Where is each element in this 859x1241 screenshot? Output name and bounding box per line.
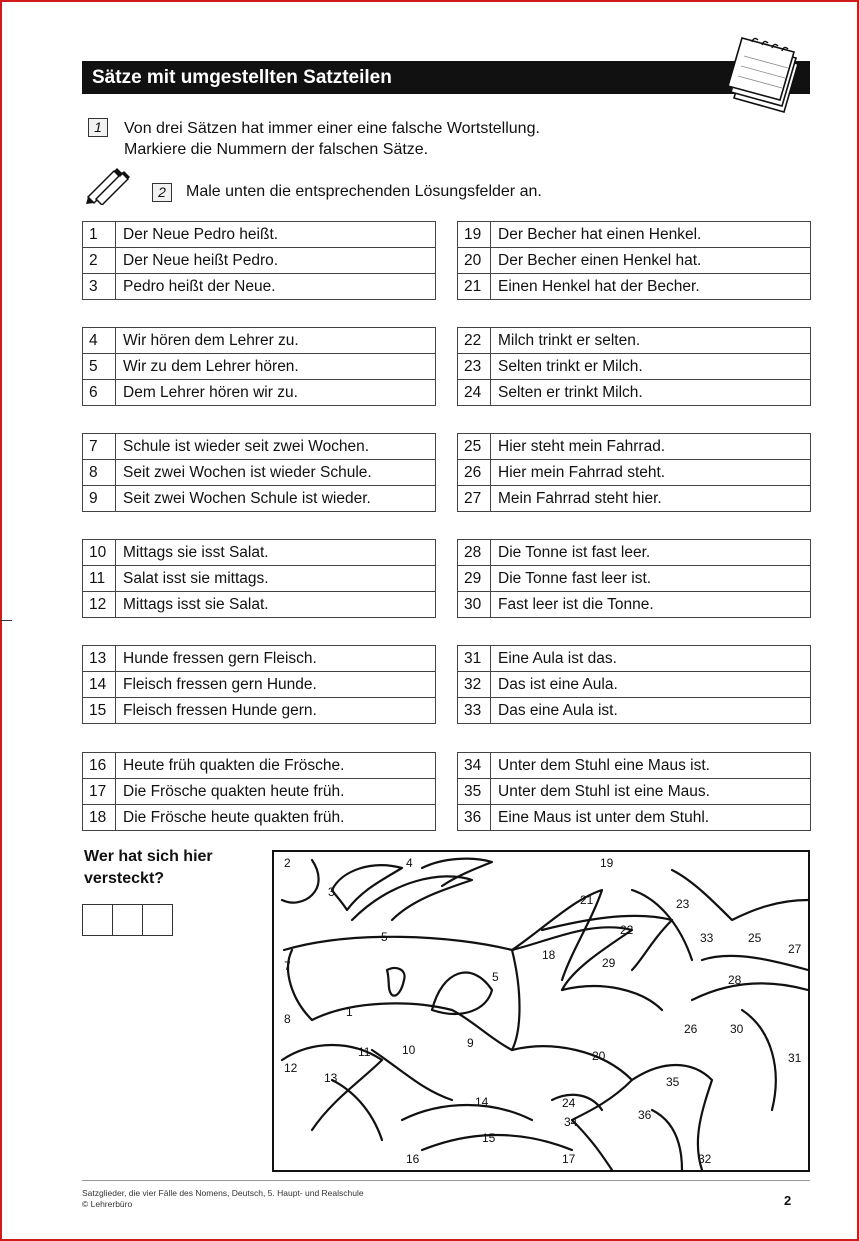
puzzle-field-label[interactable]: 36 — [638, 1108, 652, 1122]
coloring-puzzle — [272, 850, 810, 1172]
sentence-number: 27 — [458, 486, 491, 512]
puzzle-field-label[interactable]: 31 — [788, 1051, 802, 1065]
sentence-text: Der Becher hat einen Henkel. — [491, 222, 811, 248]
sentence-text: Seit zwei Wochen Schule ist wieder. — [116, 486, 436, 512]
sentence-text: Selten trinkt er Milch. — [491, 354, 811, 380]
puzzle-field-label[interactable]: 20 — [592, 1049, 606, 1063]
sentence-row[interactable] — [458, 460, 811, 486]
question-line-2: versteckt? — [84, 870, 165, 887]
sentence-row[interactable] — [83, 672, 436, 698]
sentence-row[interactable] — [83, 753, 436, 779]
sentence-number: 31 — [458, 646, 491, 672]
puzzle-field-label[interactable]: 8 — [284, 1012, 291, 1026]
puzzle-field-label[interactable]: 9 — [467, 1036, 474, 1050]
sentence-table — [82, 327, 436, 406]
puzzle-field-label[interactable]: 14 — [475, 1095, 489, 1109]
sentence-row[interactable] — [458, 646, 811, 672]
sentence-text: Milch trinkt er selten. — [491, 328, 811, 354]
sentence-number: 14 — [83, 672, 116, 698]
sentence-text: Heute früh quakten die Frösche. — [116, 753, 436, 779]
sentence-row[interactable] — [458, 380, 811, 406]
sentence-number: 5 — [83, 354, 116, 380]
notepad-icon — [722, 36, 804, 114]
sentence-table — [457, 539, 811, 618]
sentence-row[interactable] — [458, 248, 811, 274]
sentence-number: 30 — [458, 592, 491, 618]
sentence-row[interactable] — [83, 646, 436, 672]
task-1-instruction — [124, 118, 540, 160]
sentence-text: Einen Henkel hat der Becher. — [491, 274, 811, 300]
sentence-number: 19 — [458, 222, 491, 248]
sentence-number: 6 — [83, 380, 116, 406]
sentence-text: Hunde fressen gern Fleisch. — [116, 646, 436, 672]
sentence-row[interactable] — [458, 592, 811, 618]
sentence-number: 35 — [458, 779, 491, 805]
sentence-text: Der Becher einen Henkel hat. — [491, 248, 811, 274]
page-number: 2 — [784, 1193, 792, 1208]
sentence-number: 22 — [458, 328, 491, 354]
sentence-text: Mittags sie isst Salat. — [116, 540, 436, 566]
sentence-number: 28 — [458, 540, 491, 566]
sentence-number: 9 — [83, 486, 116, 512]
sentence-row[interactable] — [83, 380, 436, 406]
sentence-table — [82, 752, 436, 831]
sentence-table — [457, 433, 811, 512]
sentence-text: Unter dem Stuhl eine Maus ist. — [491, 753, 811, 779]
sentence-number: 24 — [458, 380, 491, 406]
sentence-number: 11 — [83, 566, 116, 592]
sentence-text: Der Neue heißt Pedro. — [116, 248, 436, 274]
answer-box[interactable] — [82, 904, 113, 936]
task-number-2: 2 — [152, 183, 172, 202]
sentence-number: 18 — [83, 805, 116, 831]
puzzle-field-label[interactable]: 35 — [666, 1075, 680, 1089]
puzzle-field-label[interactable]: 28 — [728, 973, 742, 987]
question — [84, 846, 213, 890]
sentence-text: Die Frösche heute quakten früh. — [116, 805, 436, 831]
sentence-row[interactable] — [458, 566, 811, 592]
sentence-number: 34 — [458, 753, 491, 779]
sentence-text: Seit zwei Wochen ist wieder Schule. — [116, 460, 436, 486]
sentence-row[interactable] — [458, 805, 811, 831]
sentence-text: Salat isst sie mittags. — [116, 566, 436, 592]
puzzle-field-label[interactable]: 30 — [730, 1022, 744, 1036]
sentence-row[interactable] — [458, 698, 811, 724]
sentence-row[interactable] — [83, 805, 436, 831]
sentence-text: Fast leer ist die Tonne. — [491, 592, 811, 618]
puzzle-field-label[interactable]: 3 — [328, 885, 335, 899]
sentence-number: 10 — [83, 540, 116, 566]
sentence-number: 32 — [458, 672, 491, 698]
sentence-number: 4 — [83, 328, 116, 354]
sentence-row[interactable] — [458, 672, 811, 698]
sentence-text: Das eine Aula ist. — [491, 698, 811, 724]
sentence-number: 2 — [83, 248, 116, 274]
sentence-text: Die Tonne fast leer ist. — [491, 566, 811, 592]
sentence-row[interactable] — [458, 779, 811, 805]
task-1-line-1: Von drei Sätzen hat immer einer eine falsche Wortstellung. — [124, 120, 540, 137]
puzzle-field-label[interactable]: 13 — [324, 1071, 338, 1085]
puzzle-field-label[interactable]: 10 — [402, 1043, 416, 1057]
sentence-table — [457, 221, 811, 300]
sentence-text: Wir zu dem Lehrer hören. — [116, 354, 436, 380]
sentence-text: Unter dem Stuhl ist eine Maus. — [491, 779, 811, 805]
sentence-text: Dem Lehrer hören wir zu. — [116, 380, 436, 406]
sentence-number: 23 — [458, 354, 491, 380]
sentence-table — [82, 645, 436, 724]
puzzle-field-label[interactable]: 26 — [684, 1022, 698, 1036]
sentence-row[interactable] — [458, 354, 811, 380]
puzzle-field-label[interactable]: 15 — [482, 1131, 496, 1145]
sentence-row[interactable] — [83, 434, 436, 460]
sentence-number: 29 — [458, 566, 491, 592]
sentence-number: 17 — [83, 779, 116, 805]
puzzle-field-label[interactable]: 5 — [492, 970, 499, 984]
answer-box[interactable] — [142, 904, 173, 936]
puzzle-field-label[interactable]: 29 — [602, 956, 616, 970]
sentence-number: 33 — [458, 698, 491, 724]
sentence-row[interactable] — [83, 460, 436, 486]
sentence-row[interactable] — [83, 274, 436, 300]
sentence-text: Hier steht mein Fahrrad. — [491, 434, 811, 460]
sentence-number: 25 — [458, 434, 491, 460]
sentence-table — [457, 752, 811, 831]
sentence-text: Selten er trinkt Milch. — [491, 380, 811, 406]
puzzle-field-label[interactable]: 5 — [381, 930, 388, 944]
sentence-text: Mittags isst sie Salat. — [116, 592, 436, 618]
footer-line-1: Satzglieder, die vier Fälle des Nomens, Deutsch, 5. Haupt- und Realschule — [82, 1188, 364, 1198]
sentence-row[interactable] — [458, 328, 811, 354]
sentence-row[interactable] — [83, 354, 436, 380]
task-2-instruction: Male unten die entsprechenden Lösungsfelder an. — [186, 183, 542, 200]
pencils-icon — [84, 165, 130, 205]
puzzle-field-label[interactable]: 34 — [564, 1115, 578, 1129]
sentence-text: Pedro heißt der Neue. — [116, 274, 436, 300]
puzzle-field-label[interactable]: 32 — [698, 1152, 712, 1166]
puzzle-field-label[interactable]: 4 — [406, 856, 413, 870]
answer-box[interactable] — [112, 904, 143, 936]
sentence-row[interactable] — [83, 592, 436, 618]
sentence-table — [457, 645, 811, 724]
footer-divider — [82, 1180, 810, 1181]
puzzle-field-label[interactable]: 18 — [542, 948, 556, 962]
sentence-number: 21 — [458, 274, 491, 300]
sentence-text: Fleisch fressen Hunde gern. — [116, 698, 436, 724]
sentence-number: 26 — [458, 460, 491, 486]
sentence-row[interactable] — [83, 222, 436, 248]
puzzle-field-label[interactable]: 19 — [600, 856, 614, 870]
sentence-text: Fleisch fressen gern Hunde. — [116, 672, 436, 698]
sentence-table — [82, 433, 436, 512]
puzzle-field-label[interactable]: 27 — [788, 942, 802, 956]
sentence-text: Die Tonne ist fast leer. — [491, 540, 811, 566]
sentence-number: 20 — [458, 248, 491, 274]
sentence-text: Eine Maus ist unter dem Stuhl. — [491, 805, 811, 831]
sentence-number: 12 — [83, 592, 116, 618]
puzzle-field-label[interactable]: 21 — [580, 893, 594, 907]
sentence-row[interactable] — [458, 753, 811, 779]
puzzle-field-label[interactable]: 23 — [676, 897, 690, 911]
sentence-row[interactable] — [83, 698, 436, 724]
puzzle-field-label[interactable]: 17 — [562, 1152, 576, 1166]
sentence-row[interactable] — [83, 779, 436, 805]
task-number-1: 1 — [88, 118, 108, 137]
sentence-table — [457, 327, 811, 406]
puzzle-field-label[interactable]: 12 — [284, 1061, 298, 1075]
worksheet-title: Sätze mit umgestellten Satzteilen — [82, 61, 810, 94]
sentence-number: 7 — [83, 434, 116, 460]
puzzle-field-label[interactable]: 11 — [358, 1045, 371, 1059]
sentence-text: Die Frösche quakten heute früh. — [116, 779, 436, 805]
sentence-row[interactable] — [83, 540, 436, 566]
sentence-text: Wir hören dem Lehrer zu. — [116, 328, 436, 354]
sentence-table — [82, 221, 436, 300]
footer-line-2: © Lehrerbüro — [82, 1199, 133, 1209]
question-line-1: Wer hat sich hier — [84, 848, 213, 865]
sentence-number: 8 — [83, 460, 116, 486]
sentence-row[interactable] — [458, 222, 811, 248]
sentence-number: 15 — [83, 698, 116, 724]
answer-boxes — [82, 904, 172, 936]
sentence-table — [82, 539, 436, 618]
sentence-text: Schule ist wieder seit zwei Wochen. — [116, 434, 436, 460]
margin-tick — [0, 620, 12, 621]
puzzle-field-label[interactable]: 7 — [284, 959, 291, 973]
sentence-number: 13 — [83, 646, 116, 672]
sentence-number: 1 — [83, 222, 116, 248]
sentence-row[interactable] — [458, 274, 811, 300]
sentence-text: Eine Aula ist das. — [491, 646, 811, 672]
sentence-number: 16 — [83, 753, 116, 779]
sentence-text: Das ist eine Aula. — [491, 672, 811, 698]
sentence-row[interactable] — [83, 328, 436, 354]
task-1-line-2: Markiere die Nummern der falschen Sätze. — [124, 141, 429, 158]
puzzle-field-label[interactable]: 24 — [562, 1096, 576, 1110]
sentence-number: 36 — [458, 805, 491, 831]
puzzle-field-label[interactable]: 16 — [406, 1152, 420, 1166]
sentence-row[interactable] — [83, 486, 436, 512]
footer — [82, 1188, 364, 1210]
puzzle-field-label[interactable]: 33 — [700, 931, 714, 945]
sentence-row[interactable] — [83, 248, 436, 274]
sentence-text: Hier mein Fahrrad steht. — [491, 460, 811, 486]
sentence-number: 3 — [83, 274, 116, 300]
sentence-row[interactable] — [458, 540, 811, 566]
sentence-text: Der Neue Pedro heißt. — [116, 222, 436, 248]
sentence-row[interactable] — [458, 434, 811, 460]
sentence-row[interactable] — [458, 486, 811, 512]
puzzle-field-label[interactable]: 22 — [620, 923, 634, 937]
sentence-text: Mein Fahrrad steht hier. — [491, 486, 811, 512]
puzzle-field-label[interactable]: 2 — [284, 856, 291, 870]
puzzle-field-label[interactable]: 25 — [748, 931, 762, 945]
sentence-row[interactable] — [83, 566, 436, 592]
puzzle-field-label[interactable]: 1 — [346, 1005, 353, 1019]
